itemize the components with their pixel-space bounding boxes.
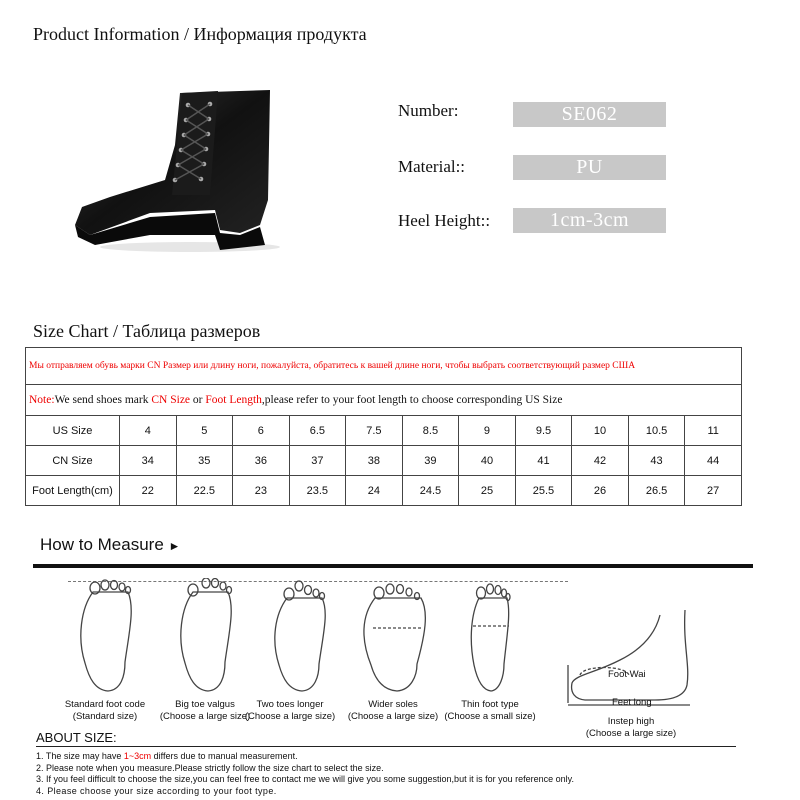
- note-prefix: Note:: [29, 394, 55, 406]
- size-cell: 27: [685, 476, 742, 506]
- foot-caption-name: Wider soles: [368, 699, 418, 710]
- about-size-notes: [36, 751, 574, 797]
- size-cell: 22.5: [176, 476, 233, 506]
- about-note-4: 4. Please choose your size according to your foot type.: [36, 785, 277, 796]
- about-note-1-range: 1~3cm: [123, 751, 152, 761]
- thin-foot-icon: [471, 584, 510, 691]
- size-cell: 25.5: [515, 476, 572, 506]
- foot-caption-note: (Choose a large size): [347, 711, 439, 722]
- section-divider: [33, 564, 753, 568]
- size-cell: 25: [459, 476, 516, 506]
- note-foot-length: Foot Length: [205, 394, 262, 406]
- foot-caption-name: Two toes longer: [256, 699, 324, 710]
- about-size-divider: [36, 746, 736, 747]
- size-cell: 22: [120, 476, 177, 506]
- number-value: SE062: [513, 102, 666, 127]
- wider-soles-foot-icon: [364, 584, 425, 691]
- play-arrow-icon: ►: [168, 539, 181, 553]
- size-cell: 44: [685, 446, 742, 476]
- foot-caption-note: (Choose a large size): [244, 711, 336, 722]
- how-to-measure-label: How to Measure: [40, 535, 164, 554]
- foot-wai-label: Foot Wai: [608, 669, 646, 680]
- english-note: [26, 385, 742, 416]
- size-cell: 39: [402, 446, 459, 476]
- feet-long-label: Feet long: [612, 697, 652, 708]
- note-text-1: We send shoes mark: [54, 394, 152, 406]
- size-cell: 34: [120, 446, 177, 476]
- note-text-2: ,please refer to your foot length to choose corresponding US Size: [261, 394, 563, 406]
- foot-caption: [230, 699, 350, 723]
- size-cell: 38: [346, 446, 403, 476]
- foot-caption-instep-high: [571, 716, 691, 740]
- russian-note-row: [26, 348, 742, 385]
- size-cell: 23: [233, 476, 290, 506]
- heel-height-label: Heel Height::: [398, 211, 491, 230]
- size-row-label: CN Size: [26, 446, 120, 476]
- size-cell: 7.5: [346, 416, 403, 446]
- standard-foot-icon: [81, 580, 131, 691]
- size-cell: 5: [176, 416, 233, 446]
- about-note-1-start: 1. The size may have: [36, 751, 124, 761]
- page-title: Product Information / Информация продукта: [33, 24, 367, 44]
- size-row: [26, 446, 742, 476]
- size-row: [26, 476, 742, 506]
- size-cell: 42: [572, 446, 629, 476]
- size-cell: 36: [233, 446, 290, 476]
- size-cell: 4: [120, 416, 177, 446]
- size-cell: 8.5: [402, 416, 459, 446]
- heel-height-value: 1cm-3cm: [513, 208, 666, 233]
- size-cell: 41: [515, 446, 572, 476]
- side-foot-diagram: [565, 605, 700, 710]
- size-row-label: Foot Length(cm): [26, 476, 120, 506]
- size-cell: 23.5: [289, 476, 346, 506]
- foot-caption-name: Instep high: [607, 716, 655, 727]
- size-cell: 10: [572, 416, 629, 446]
- foot-diagrams: [55, 578, 545, 698]
- size-cell: 6: [233, 416, 290, 446]
- russian-note: Мы отправляем обувь марки CN Размер или длину ноги, пожалуйста, обратитесь к вашей длине ноги, чтобы выбрать соответствующий размер США: [26, 348, 742, 385]
- note-row: [26, 385, 742, 416]
- size-cell: 10.5: [628, 416, 685, 446]
- size-cell: 43: [628, 446, 685, 476]
- about-note-2: 2. Please note when you measure.Please strictly follow the size chart to select the size.: [36, 762, 384, 773]
- about-note-3: 3. If you feel difficult to choose the size,you can feel free to contact me we will give you some suggestion,but it is for you reference only.: [36, 774, 574, 784]
- foot-caption-name: Big toe valgus: [175, 699, 235, 710]
- big-toe-valgus-foot-icon: [181, 578, 232, 691]
- size-cell: 35: [176, 446, 233, 476]
- material-label: Material::: [398, 157, 466, 176]
- size-row: [26, 416, 742, 446]
- size-cell: 37: [289, 446, 346, 476]
- size-cell: 6.5: [289, 416, 346, 446]
- size-cell: 9.5: [515, 416, 572, 446]
- foot-caption-note: (Choose a large size): [159, 711, 251, 722]
- about-note-1: [36, 751, 574, 763]
- size-cell: 24.5: [402, 476, 459, 506]
- size-table: [25, 347, 742, 506]
- foot-caption-name: Thin foot type: [461, 699, 519, 710]
- size-row-label: US Size: [26, 416, 120, 446]
- size-cell: 26: [572, 476, 629, 506]
- foot-caption-note: (Choose a large size): [585, 728, 677, 739]
- product-image: [70, 85, 285, 255]
- size-cell: 26.5: [628, 476, 685, 506]
- note-cn-size: CN Size: [151, 394, 191, 406]
- about-note-1-end: differs due to manual measurement.: [151, 751, 298, 761]
- foot-caption-name: Standard foot code: [64, 699, 146, 710]
- foot-caption-note: (Standard size): [72, 711, 138, 722]
- number-label: Number:: [398, 101, 459, 120]
- size-cell: 40: [459, 446, 516, 476]
- size-cell: 11: [685, 416, 742, 446]
- material-value: PU: [513, 155, 666, 180]
- foot-caption-note: (Choose a small size): [444, 711, 536, 722]
- how-to-measure-title: [40, 535, 180, 555]
- note-or: or: [190, 394, 206, 406]
- size-cell: 24: [346, 476, 403, 506]
- two-toes-longer-foot-icon: [275, 581, 325, 691]
- foot-caption: [430, 699, 550, 723]
- size-chart-title: Size Chart / Таблица размеров: [33, 321, 261, 341]
- about-size-title: ABOUT SIZE:: [36, 730, 117, 745]
- size-cell: 9: [459, 416, 516, 446]
